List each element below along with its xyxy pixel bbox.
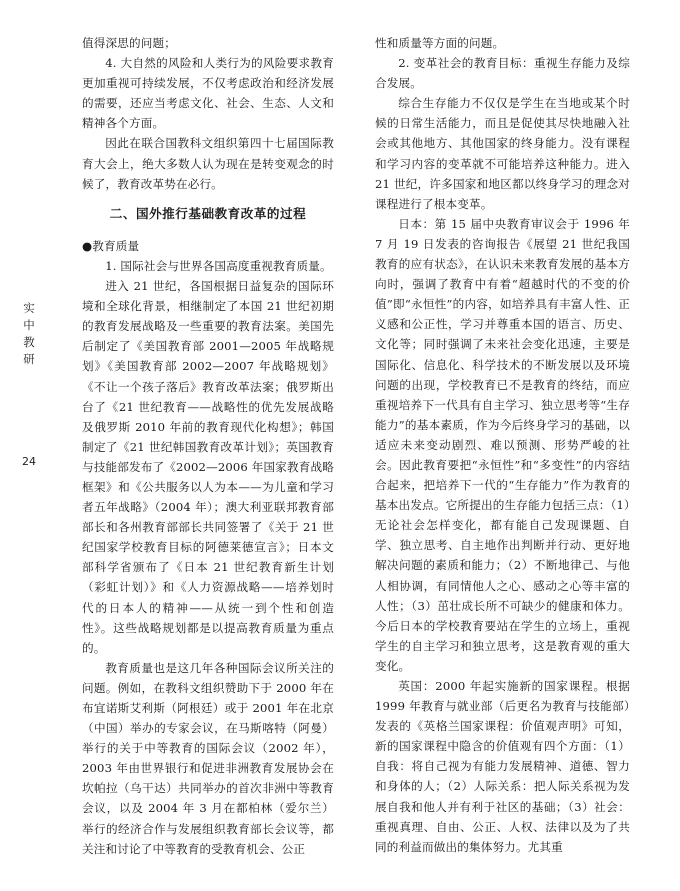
paragraph: 值得深思的问题； [82, 36, 176, 50]
left-column [82, 33, 334, 859]
journal-name [22, 300, 36, 368]
section-heading: 二、国外推行基础教育改革的过程 [109, 205, 307, 221]
page-number: 24 [22, 455, 36, 468]
paragraph: 2. 变革社会的教育目标：重视生存能力及综合发展。 [375, 56, 630, 91]
paragraph: 教育质量也是这几年各种国际会议所关注的问题。例如，在教科文组织赞助下于 2000 年在布宜诺斯艾利斯（阿根廷）或于 2001 年在北京（中国）举办的专家会议，在马斯喀特（阿曼）举行的关于中等教育的国际会议（2002 年），2003 年由世界银行和促进非洲教育发展协会在坎帕拉（乌干达）共同举办的首次非洲中等教育会议，以及 2004 年 3 月在都柏林（爱尔兰）举行的经济合作与发展组织教育部长会议等，都关注和讨论了中等教育的受教育机会、公正 [82, 660, 334, 856]
journal-sidebar [22, 300, 36, 368]
journal-char: 研 [23, 352, 35, 366]
paragraph: 性和质量等方面的问题。 [375, 36, 505, 50]
paragraph: 日本：第 15 届中央教育审议会于 1996 年 7 月 19 日发表的咨询报告《展望 21 世纪我国教育的应有状态》，在认识未来教育发展的基本方向时，强调了教育中有着“超越时代的不变的价值”即“永恒性”的内容，如培养具有丰富人性、正义感和公正性，学习并尊重本国的语言、历史、文化等；同时强调了未来社会变化迅速，主要是国际化、信息化、科学技术的不断发展以及环境问题的出现，学校教育已不是教育的终结，而应重视培养下一代具有自主学习、独立思考等“生存能力”的基本素质，作为今后终身学习的基础，以适应未来变动剧烈、难以预测、形势严峻的社会。因此教育要把“永恒性”和“多变性”的内容结合起来，把培养下一代的“生存能力”作为教育的基本出发点。它所提出的生存能力包括三点：（1）无论社会怎样变化，都有能自己发现课题、自学、独立思考、自主地作出判断并行动、更好地解决问题的素质和能力；（2）不断地律己、与他人相协调，有同情他人之心、感动之心等丰富的人性；（3）茁壮成长所不可缺少的健康和体力。今后日本的学校教育要站在学生的立场上，重视学生的自主学习和独立思考，这是教育观的重大变化。 [375, 216, 630, 673]
paragraph: 进入 21 世纪，各国根据日益复杂的国际环境和全球化背景，相继制定了本国 21 世纪初期的教育发展战略及一些重要的教育法案。美国先后制定了《美国教育部 2001—2005 年战略规划》《美国教育部 2002—2007 年战略规划》《不让一个孩子落后》教育改革法案；俄罗斯出台了《21 世纪教育——战略性的优先发展战略及俄罗斯 2010 年前的教育现代化构想》；韩国制定了《21 世纪韩国教育改革计划》；英国教育与技能部发布了《2002—2006 年国家教育战略框架》和《公共服务以人为本——为儿童和学习者五年战略》（2004 年）；澳大利亚联邦教育部部长和各州教育部部长共同签署了《关于 21 世纪国家学校教育目标的阿德莱德宣言》；日本文部科学省颁布了《日本 21 世纪教育新生计划（彩虹计划）》和《人力资源战略——培养划时代的日本人的精神——从统一到个性和创造性》。这些战略规划都是以提高教育质量为重点的。 [82, 279, 334, 655]
paragraph: 1. 国际社会与世界各国高度重视教育质量。 [105, 258, 332, 273]
paragraph: 4. 大自然的风险和人类行为的风险要求教育更加重视可持续发展，不仅考虑政治和经济发展的需要，还应当考虑文化、社会、生态、人文和精神各个方面。 [82, 56, 334, 131]
paragraph: 英国：2000 年起实施新的国家课程。根据 1999 年教育与就业部（后更名为教育与技能部）发表的《英格兰国家课程：价值观声明》可知，新的国家课程中隐含的价值观有四个方面：（1）自我：将自己视为有能力发展精神、道德、智力和身体的人；（2）人际关系：把人际关系视为发展自我和他人并有利于社区的基础；（3）社会：重视真理、自由、公正、人权、法律以及为了共同的利益而做出的集体努力。尤其重 [375, 679, 630, 854]
journal-char: 教 [23, 335, 35, 349]
paragraph: 因此在联合国教科文组织第四十七届国际教育大会上，绝大多数人认为现在是转变观念的时候了，教育改革势在必行。 [82, 136, 334, 191]
journal-char: 实 [23, 301, 35, 315]
journal-char: 中 [23, 318, 35, 332]
paragraph: 综合生存能力不仅仅是学生在当地或某个时候的日常生活能力，而且是促使其尽快地融入社会或其他地方、其他国家的终身能力。没有课程和学习内容的变革就不可能培养这种能力。进入 21 世纪，许多国家和地区都以终身学习的理念对课程进行了根本变革。 [375, 96, 630, 211]
bullet-heading: ●教育质量 [82, 238, 140, 253]
right-column [375, 33, 630, 857]
